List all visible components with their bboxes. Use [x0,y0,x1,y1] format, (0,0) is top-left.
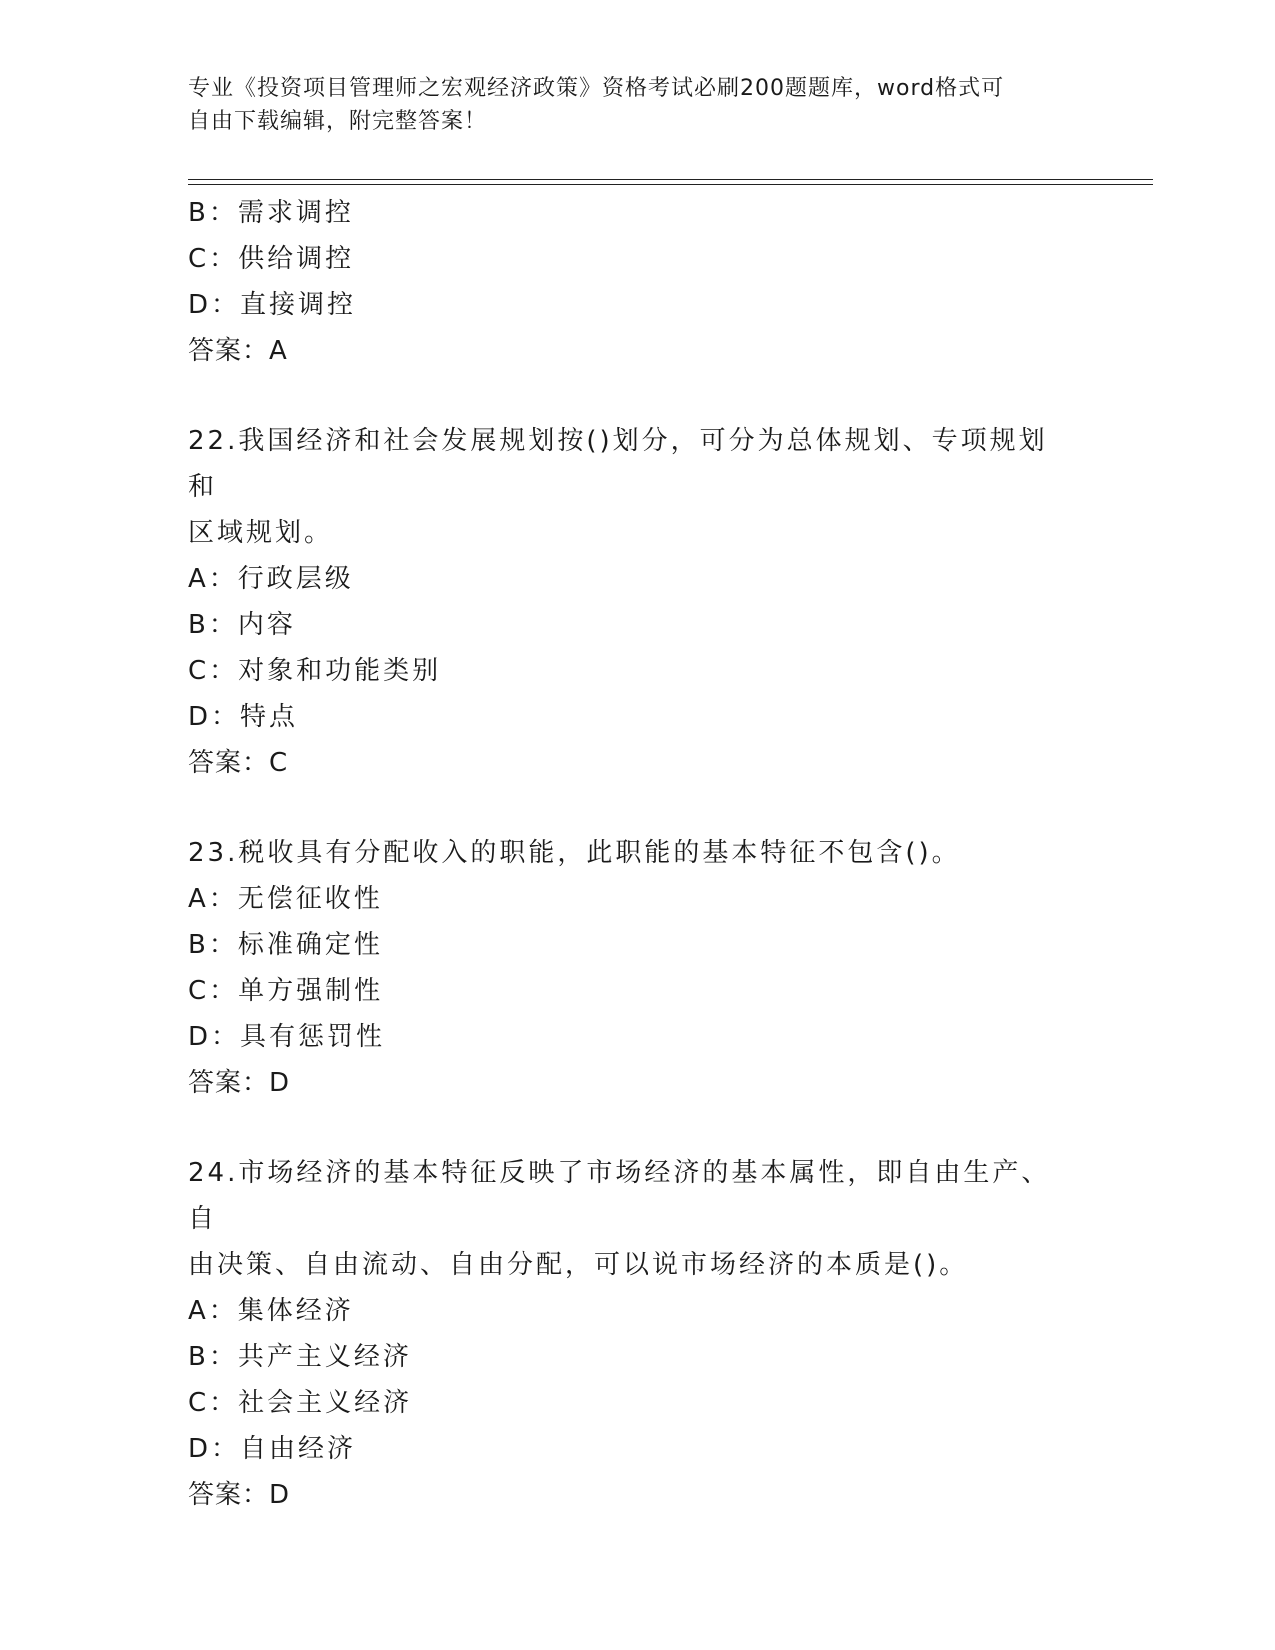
option-text: 标准确定性 [237,930,383,960]
question-21 [188,190,1088,374]
question-stem [188,418,1068,556]
option-text: 直接调控 [240,290,357,320]
answer-line: 答案：D [188,1068,291,1098]
option-label: D： [188,1434,241,1464]
option-label: B： [188,198,238,228]
option-a [188,556,1088,602]
option-label: D： [188,290,241,320]
option-text: 单方强制性 [238,976,384,1006]
option-d [188,1426,1088,1472]
option-text: 行政层级 [237,564,354,594]
option-c [188,1380,1088,1426]
option-label: A： [188,1296,238,1326]
option-text: 内容 [237,610,296,640]
question-stem-line: 区域规划。 [188,518,334,548]
option-text: 自由经济 [240,1434,357,1464]
option-a [188,1288,1088,1334]
option-text: 特点 [240,702,299,732]
question-24 [188,1150,1088,1518]
option-label: D： [188,1022,241,1052]
option-label: A： [188,564,238,594]
header-divider-bottom [188,184,1153,185]
option-label: C： [188,656,239,686]
option-label: C： [188,976,239,1006]
option-label: B： [188,610,238,640]
question-stem-line: 由决策、自由流动、自由分配，可以说市场经济的本质是()。 [188,1250,969,1280]
option-c [188,968,1088,1014]
question-23 [188,830,1088,1106]
option-d [188,1014,1088,1060]
header-title-line-2: 自由下载编辑，附完整答案！ [188,109,488,134]
option-text: 对象和功能类别 [238,656,442,686]
option-text: 社会主义经济 [238,1388,413,1418]
question-stem-line: 23.税收具有分配收入的职能，此职能的基本特征不包含()。 [188,838,961,868]
option-text: 共产主义经济 [237,1342,412,1372]
option-a [188,876,1088,922]
option-c [188,236,1088,282]
option-b [188,602,1088,648]
option-text: 集体经济 [237,1296,354,1326]
question-list [188,190,1088,1518]
option-text: 无偿征收性 [237,884,383,914]
option-b [188,190,1088,236]
answer-line: 答案：D [188,1480,291,1510]
option-label: C： [188,244,239,274]
option-text: 需求调控 [237,198,354,228]
header-title-line-1: 专业《投资项目管理师之宏观经济政策》资格考试必刷200题题库，word格式可 [188,76,1005,101]
question-22 [188,418,1088,786]
answer-line: 答案：A [188,336,288,366]
option-b [188,1334,1088,1380]
question-stem-line: 22.我国经济和社会发展规划按()划分，可分为总体规划、专项规划和 [188,426,1048,502]
option-label: B： [188,1342,238,1372]
option-b [188,922,1088,968]
question-stem [188,1150,1068,1288]
option-d [188,282,1088,328]
option-label: C： [188,1388,239,1418]
option-text: 具有惩罚性 [240,1022,386,1052]
header-divider-top [188,179,1153,180]
option-label: A： [188,884,238,914]
option-label: D： [188,702,241,732]
option-text: 供给调控 [238,244,355,274]
option-label: B： [188,930,238,960]
question-stem-line: 24.市场经济的基本特征反映了市场经济的基本属性，即自由生产、自 [188,1158,1051,1234]
document-header [188,72,1088,138]
answer-line: 答案：C [188,748,289,778]
option-c [188,648,1088,694]
option-d [188,694,1088,740]
question-stem [188,830,1068,876]
